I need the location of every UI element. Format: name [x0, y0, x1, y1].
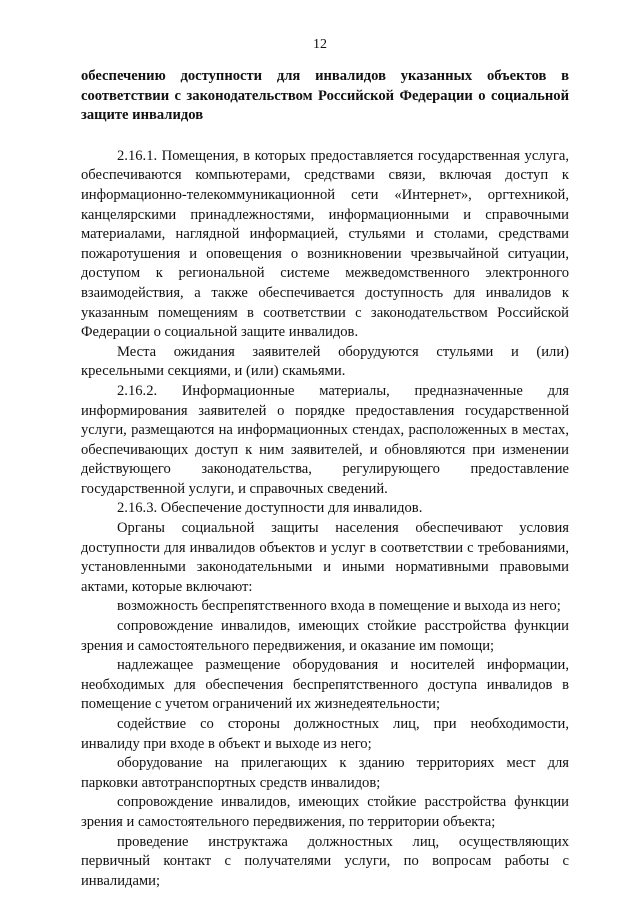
- list-item-entrance-access: возможность беспрепятственного входа в помещение и выхода из него;: [117, 598, 561, 615]
- list-item-staff-briefing: проведение инструктажа должностных лиц, осуществляющих первичный контакт с получателями услуги, по вопросам работы с инвалидами;: [81, 833, 569, 889]
- document-body: [81, 67, 569, 891]
- paragraph-social-protection-bodies: Органы социальной защиты населения обеспечивают условия доступности для инвалидов объектов и услуг в соответствии с требованиями, установленными законодательными и иными нормативными правовыми актами, которые включают:: [81, 520, 569, 595]
- section-heading: обеспечению доступности для инвалидов указанных объектов в соответствии с законодательством Российской Федерации о социальной защите инвалидов: [81, 68, 569, 124]
- list-item-staff-assistance: содействие со стороны должностных лиц, при необходимости, инвалиду при входе в объект и выходе из него;: [81, 716, 569, 752]
- paragraph-2-16-3: 2.16.3. Обеспечение доступности для инвалидов.: [117, 500, 423, 517]
- paragraph-2-16-1: 2.16.1. Помещения, в которых предоставляется государственная услуга, обеспечиваются компьютерами, средствами связи, включая доступ к информационно-телекоммуникационной сети «Интернет», оргтехникой, канцелярскими принадлежностями, информационными и справочными материалами, наглядной информацией, стульями и столами, средствами пожаротушения и оповещения о возникновении чрезвычайной ситуации, доступом к региональной системе межведомственного электронного взаимодействия, а также обеспечивается доступность для инвалидов к указанным помещениям в соответствии с законодательством Российской Федерации о социальной защите инвалидов.: [81, 147, 569, 341]
- list-item-equipment-placement: надлежащее размещение оборудования и носителей информации, необходимых для обеспечения беспрепятственного доступа инвалидов в помещение с учетом ограничений их жизнедеятельности;: [81, 657, 569, 713]
- list-item-parking: оборудование на прилегающих к зданию территориях мест для парковки автотранспортных средств инвалидов;: [81, 755, 569, 791]
- paragraph-waiting-areas: Места ожидания заявителей оборудуются стульями и (или) кресельными секциями, и (или) скамьями.: [81, 343, 569, 380]
- list-item-escort-territory: сопровождение инвалидов, имеющих стойкие расстройства функции зрения и самостоятельного передвижения, по территории объекта;: [81, 794, 569, 830]
- paragraph-2-16-2: 2.16.2. Информационные материалы, предназначенные для информирования заявителей о порядке предоставления государственной услуги, размещаются на информационных стендах, расположенных в местах, обеспечивающих доступ к ним заявителей, и обновляются при изменении действующего законодательства, регулирующего предоставление государственной услуги, и справочных сведений.: [81, 382, 569, 497]
- list-item-escort-assistance: сопровождение инвалидов, имеющих стойкие расстройства функции зрения и самостоятельного передвижения, и оказание им помощи;: [81, 618, 569, 654]
- page-number: 12: [313, 37, 327, 52]
